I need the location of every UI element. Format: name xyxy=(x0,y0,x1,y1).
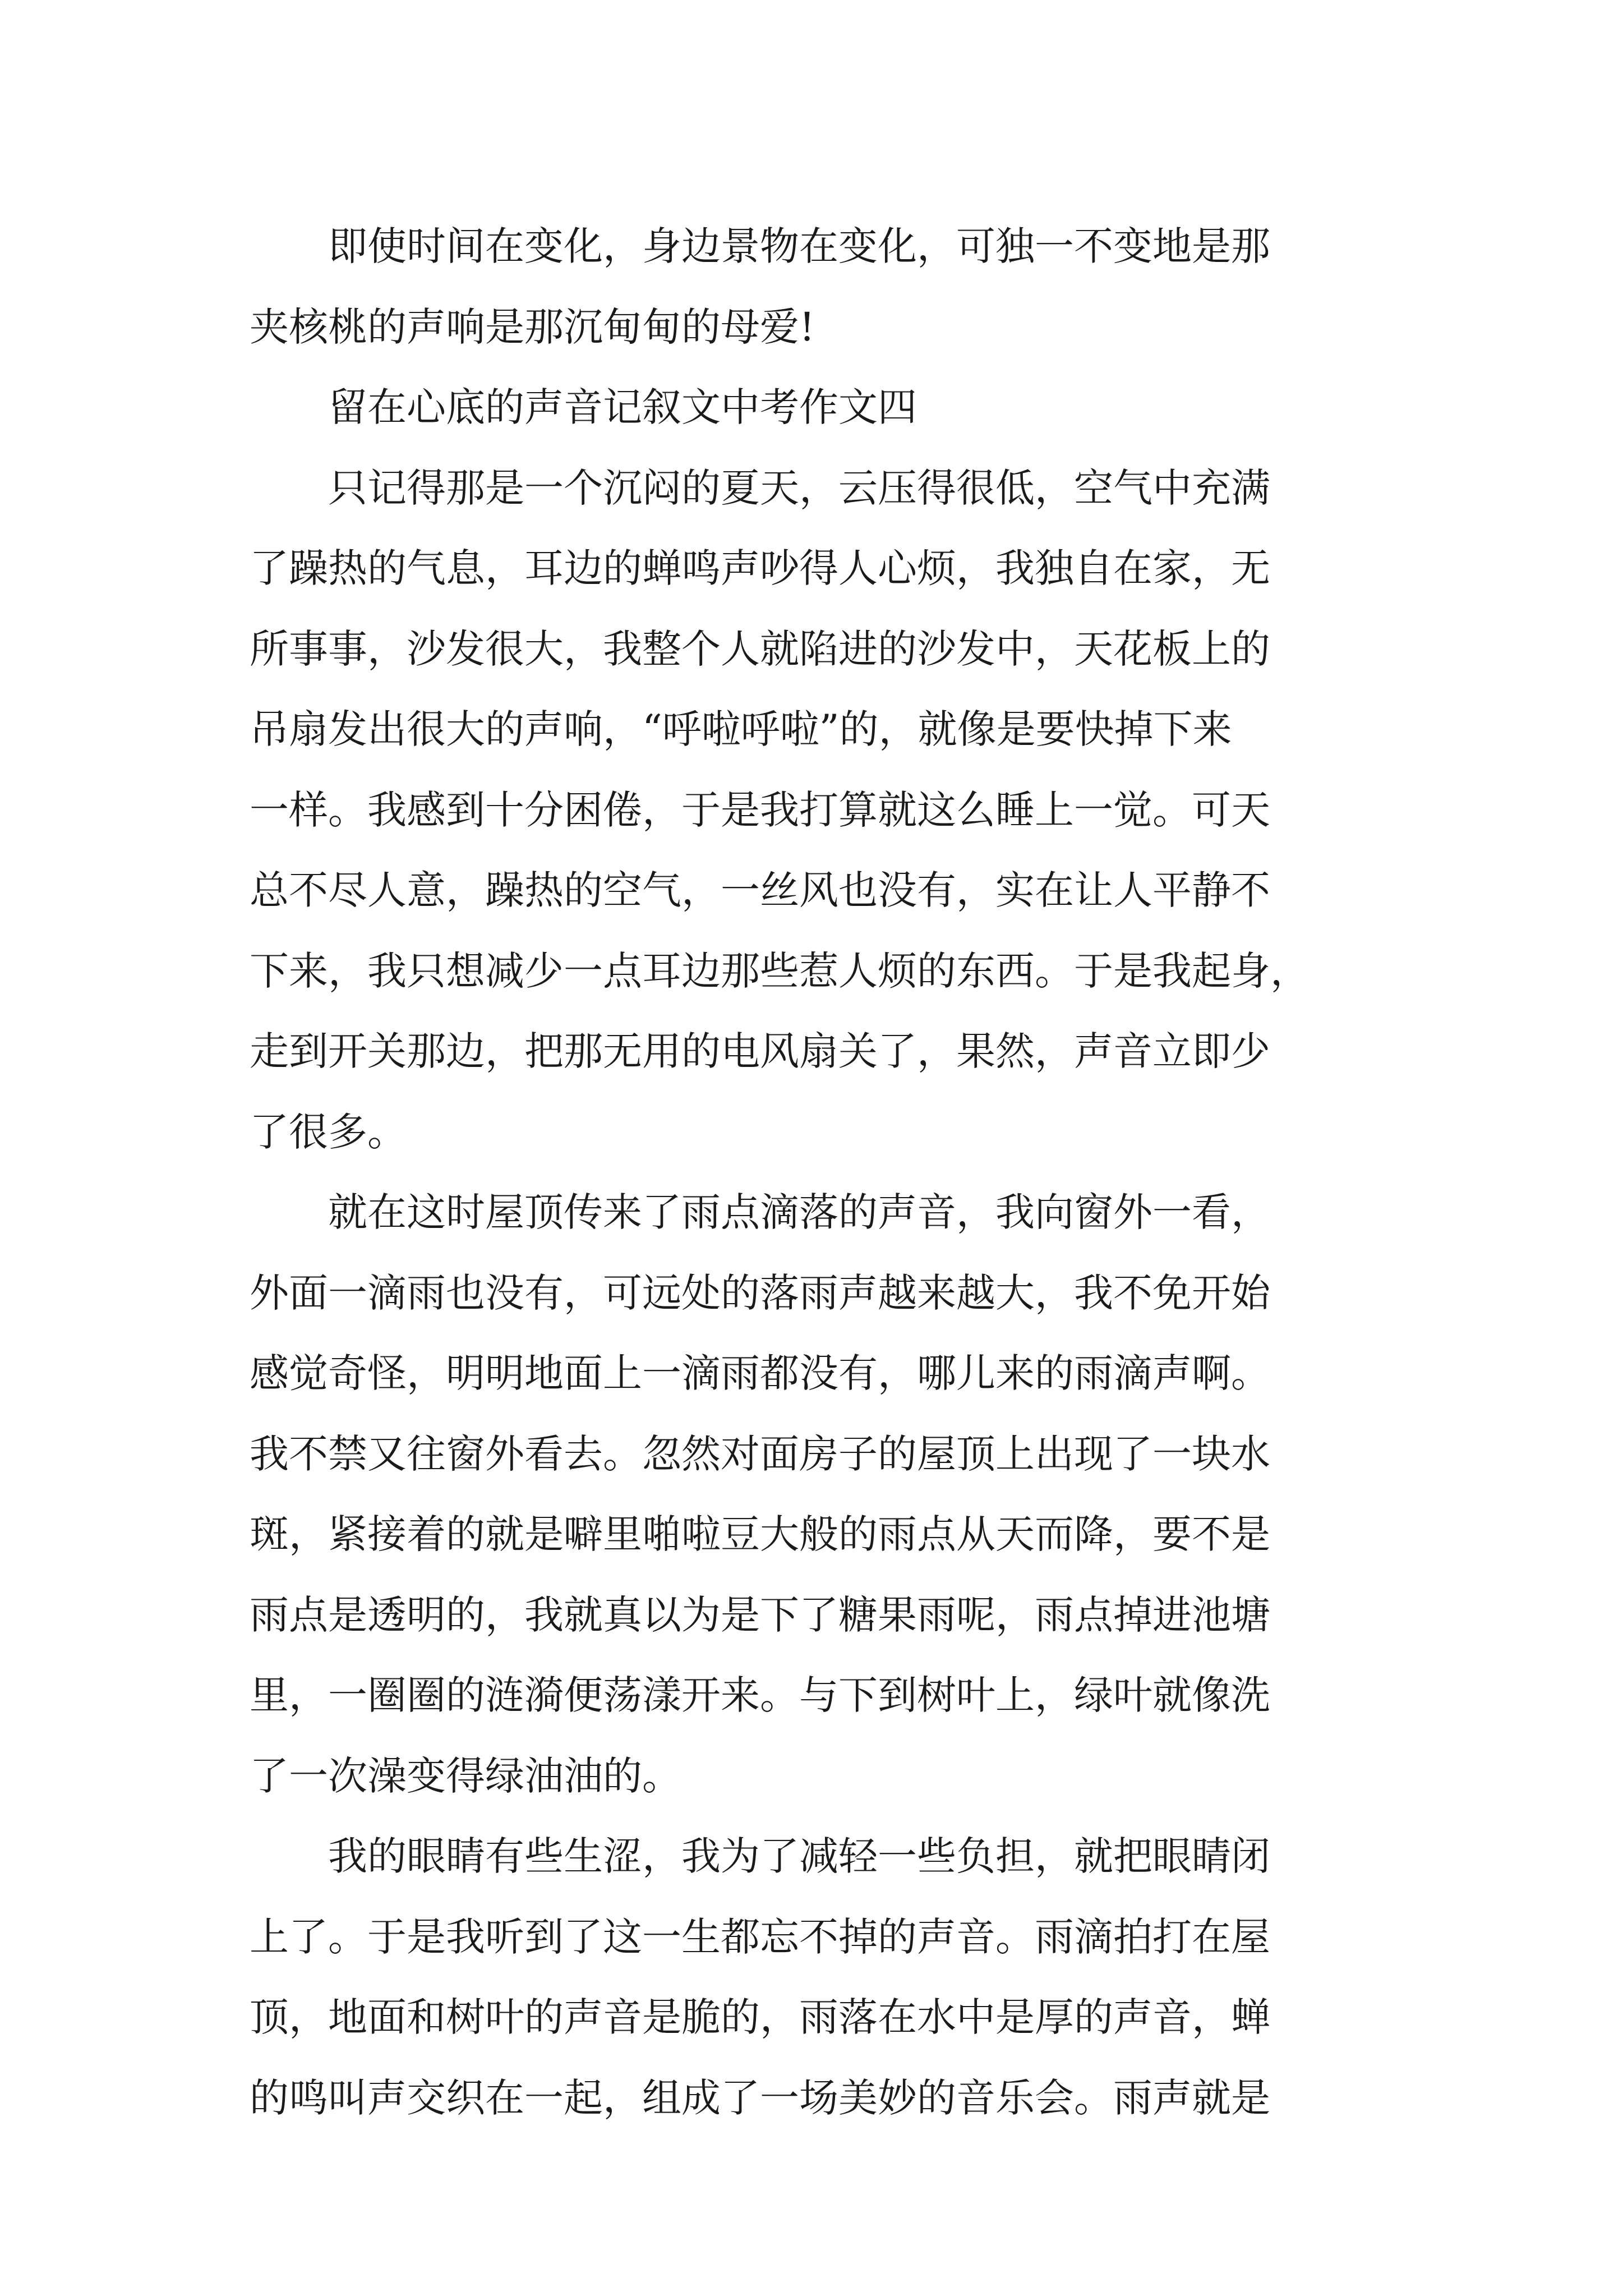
document-body xyxy=(250,206,1388,2138)
text-line: 雨点是透明的，我就真以为是下了糖果雨呢，雨点掉进池塘 xyxy=(250,1591,1270,1638)
text-line: 我不禁又往窗外看去。忽然对面房子的屋顶上出现了一块水 xyxy=(250,1430,1270,1477)
text-line: 里，一圈圈的涟漪便荡漾开来。与下到树叶上，绿叶就像洗 xyxy=(250,1672,1270,1718)
text-line: 了躁热的气息，耳边的蝉鸣声吵得人心烦，我独自在家，无 xyxy=(250,545,1270,591)
text-line: 上了。于是我听到了这一生都忘不掉的声音。雨滴拍打在屋 xyxy=(250,1913,1270,1960)
text-line: 下来，我只想减少一点耳边那些惹人烦的东西。于是我起身， xyxy=(250,947,1310,994)
paragraph-2 xyxy=(250,448,1388,1173)
text-line: 斑，紧接着的就是噼里啪啦豆大般的雨点从天而降，要不是 xyxy=(250,1511,1270,1557)
text-line: 我的眼睛有些生涩，我为了减轻一些负担，就把眼睛闭 xyxy=(328,1833,1270,1879)
text-line: 即使时间在变化，身边景物在变化，可独一不变地是那 xyxy=(328,223,1270,269)
text-line: 吊扇发出很大的声响，“呼啦呼啦”的，就像是要快掉下来 xyxy=(250,706,1232,752)
text-line: 了一次澡变得绿油油的。 xyxy=(250,1752,681,1799)
text-line: 总不尽人意，躁热的空气，一丝风也没有，实在让人平静不 xyxy=(250,867,1270,913)
paragraph-4 xyxy=(250,1816,1388,2138)
text-line: 只记得那是一个沉闷的夏天，云压得很低，空气中充满 xyxy=(328,464,1270,511)
text-line: 就在这时屋顶传来了雨点滴落的声音，我向窗外一看， xyxy=(328,1189,1270,1235)
paragraph-3 xyxy=(250,1172,1388,1816)
text-line: 所事事，沙发很大，我整个人就陷进的沙发中，天花板上的 xyxy=(250,625,1270,672)
text-line: 了很多。 xyxy=(250,1108,407,1155)
text-line: 顶，地面和树叶的声音是脆的，雨落在水中是厚的声音，蝉 xyxy=(250,1994,1270,2040)
paragraph-1 xyxy=(250,206,1388,367)
text-line: 走到开关那边，把那无用的电风扇关了，果然，声音立即少 xyxy=(250,1028,1270,1074)
text-line: 感觉奇怪，明明地面上一滴雨都没有，哪儿来的雨滴声啊。 xyxy=(250,1350,1270,1396)
text-line: 留在心底的声音记叙文中考作文四 xyxy=(328,384,917,430)
section-title xyxy=(250,367,1388,448)
text-line: 一样。我感到十分困倦，于是我打算就这么睡上一觉。可天 xyxy=(250,786,1270,833)
text-line: 的鸣叫声交织在一起，组成了一场美妙的音乐会。雨声就是 xyxy=(250,2074,1270,2121)
text-line: 夹核桃的声响是那沉甸甸的母爱! xyxy=(250,303,815,350)
text-line: 外面一滴雨也没有，可远处的落雨声越来越大，我不免开始 xyxy=(250,1269,1270,1316)
